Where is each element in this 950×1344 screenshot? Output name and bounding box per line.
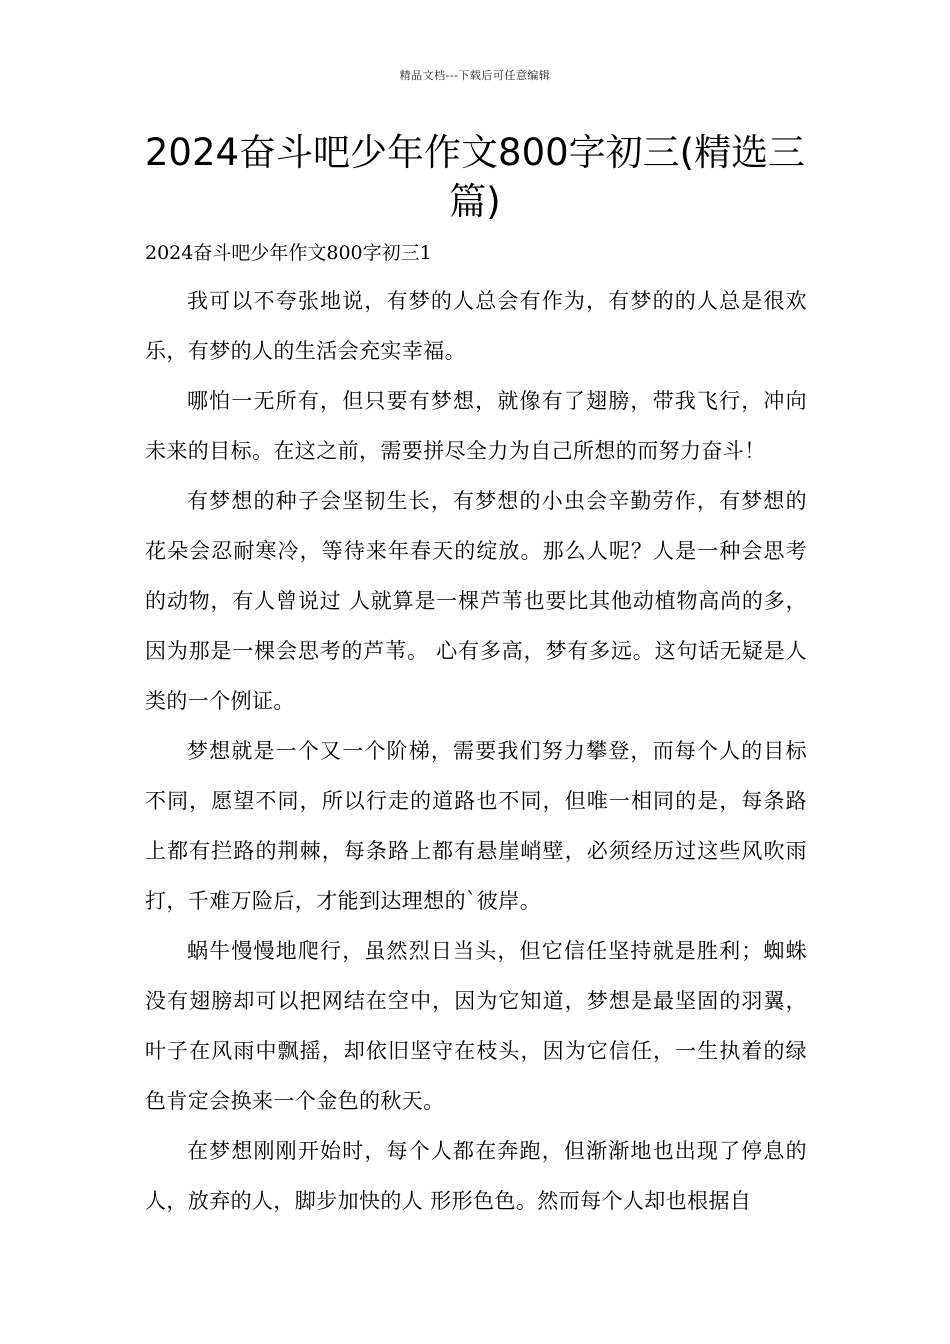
- document-title: 2024奋斗吧少年作文800字初三(精选三篇): [144, 131, 806, 223]
- document-body: [145, 276, 807, 1226]
- paragraph-5: 蜗牛慢慢地爬行，虽然烈日当头，但它信任坚持就是胜利；蜘蛛没有翅膀却可以把网结在空中，因为它知道，梦想是最坚固的羽翼，叶子在风雨中飘摇，却依旧坚守在枝头，因为它信任，一生执着的绿色肯定会换来一个金色的秋天。: [145, 939, 807, 1113]
- paragraph-3: 有梦想的种子会坚韧生长，有梦想的小虫会辛勤劳作，有梦想的花朵会忍耐寒冷，等待来年春天的绽放。那么人呢？人是一种会思考的动物，有人曾说过 人就算是一棵芦苇也要比其他动植物高尚的多，因为那是一棵会思考的芦苇。 心有多高，梦有多远。这句话无疑是人类的一个例证。: [145, 489, 807, 713]
- paragraph-6: 在梦想刚刚开始时，每个人都在奔跑，但渐渐地也出现了停息的人，放弃的人，脚步加快的人 形形色色。然而每个人却也根据自: [145, 1139, 807, 1213]
- paragraph-2: 哪怕一无所有，但只要有梦想，就像有了翅膀，带我飞行，冲向未来的目标。在这之前，需要拼尽全力为自己所想的而努力奋斗！: [145, 389, 807, 463]
- paragraph-1: 我可以不夸张地说，有梦的人总会有作为，有梦的的人总是很欢乐，有梦的人的生活会充实幸福。: [145, 289, 807, 363]
- paragraph-4: 梦想就是一个又一个阶梯，需要我们努力攀登，而每个人的目标不同，愿望不同，所以行走的道路也不同，但唯一相同的是，每条路上都有拦路的荆棘，每条路上都有悬崖峭壁，必须经历过这些风吹雨打，千难万险后，才能到达理想的`彼岸。: [145, 739, 807, 913]
- section-heading: 2024奋斗吧少年作文800字初三1: [145, 242, 432, 264]
- header-note: 精品文档---下载后可任意编辑: [399, 69, 551, 82]
